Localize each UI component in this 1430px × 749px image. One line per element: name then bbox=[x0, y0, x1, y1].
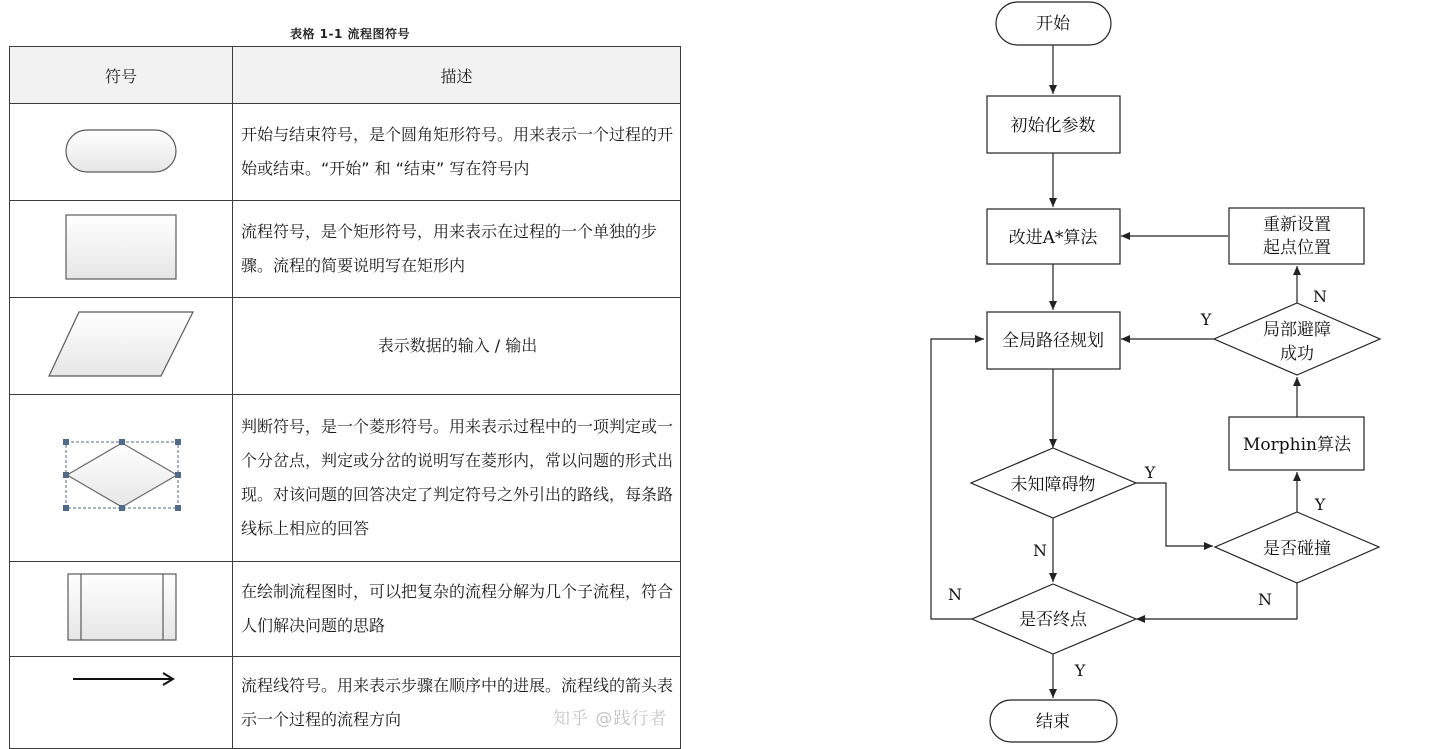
path-planning-flowchart bbox=[700, 0, 1430, 748]
unknown-label: 未知障碍物 bbox=[1010, 475, 1096, 495]
global-label: 全局路径规划 bbox=[1002, 331, 1104, 351]
symbol-cell bbox=[10, 201, 233, 298]
local-label-line2: 成功 bbox=[1280, 344, 1314, 364]
description-cell: 流程线符号。用来表示步骤在顺序中的进展。流程线的箭头表示一个过程的流程方向 bbox=[233, 657, 681, 749]
symbol-cell bbox=[10, 562, 233, 657]
local-no-label: N bbox=[1313, 287, 1327, 306]
end-label: 结束 bbox=[1036, 712, 1070, 732]
table-caption: 表格 1-1 流程图符号 bbox=[289, 27, 411, 41]
description-cell: 表示数据的输入 / 输出 bbox=[233, 298, 681, 395]
symbol-cell bbox=[10, 298, 233, 395]
watermark: 知乎 @践行者 bbox=[553, 709, 668, 729]
table-row bbox=[10, 657, 681, 749]
init-label: 初始化参数 bbox=[1010, 116, 1096, 136]
edge-unknown-yes bbox=[1136, 483, 1213, 546]
flowchart-symbol-table-panel bbox=[0, 0, 700, 748]
collide-yes-label: Y bbox=[1314, 495, 1326, 514]
process-rectangle-shape-icon bbox=[11, 202, 231, 292]
table-row bbox=[10, 562, 681, 657]
collide-label: 是否碰撞 bbox=[1263, 539, 1331, 559]
symbol-cell bbox=[10, 104, 233, 201]
data-parallelogram-shape-icon bbox=[11, 299, 231, 389]
description-cell: 在绘制流程图时，可以把复杂的流程分解为几个子流程，符合人们解决问题的思路 bbox=[233, 562, 681, 657]
astar-label: 改进A*算法 bbox=[1008, 228, 1098, 248]
symbol-cell bbox=[10, 657, 233, 749]
edge-endcheck-no bbox=[931, 339, 984, 619]
description-cell: 开始与结束符号，是个圆角矩形符号。用来表示一个过程的开始或结束。“开始” 和 “结束” 写在符号内 bbox=[233, 104, 681, 201]
morphin-label: Morphin算法 bbox=[1243, 435, 1351, 455]
unknown-yes-label: Y bbox=[1144, 463, 1156, 482]
predefined-process-shape-icon bbox=[11, 563, 231, 651]
table-row bbox=[10, 104, 681, 201]
unknown-no-label: N bbox=[1033, 541, 1047, 560]
symbol-table bbox=[9, 46, 681, 749]
edge-collide-no bbox=[1136, 583, 1297, 619]
column-header-symbol: 符号 bbox=[10, 47, 233, 104]
table-row bbox=[10, 395, 681, 562]
reset-label-line1: 重新设置 bbox=[1263, 215, 1331, 235]
endcheck-no-label: N bbox=[948, 585, 962, 604]
start-label: 开始 bbox=[1036, 14, 1070, 34]
symbol-cell bbox=[10, 395, 233, 562]
table-row bbox=[10, 298, 681, 395]
flow-arrow-shape-icon bbox=[11, 658, 231, 708]
table-header-row bbox=[10, 47, 681, 104]
column-header-description: 描述 bbox=[233, 47, 681, 104]
local-label-line1: 局部避障 bbox=[1263, 320, 1331, 340]
description-cell: 流程符号，是个矩形符号，用来表示在过程的一个单独的步骤。流程的简要说明写在矩形内 bbox=[233, 201, 681, 298]
endcheck-yes-label: Y bbox=[1074, 661, 1086, 680]
reset-label-line2: 起点位置 bbox=[1263, 238, 1331, 258]
table-row bbox=[10, 201, 681, 298]
local-yes-label: Y bbox=[1200, 310, 1212, 329]
description-cell: 判断符号，是一个菱形符号。用来表示过程中的一项判定或一个分岔点，判定或分岔的说明写在菱形内，常以问题的形式出现。对该问题的回答决定了判定符号之外引出的路线，每条路线标上相应的回答 bbox=[233, 395, 681, 562]
collide-no-label: N bbox=[1258, 590, 1272, 609]
terminator-shape-icon bbox=[11, 105, 231, 195]
decision-diamond-shape-icon bbox=[11, 396, 231, 556]
endcheck-label: 是否终点 bbox=[1019, 610, 1087, 630]
